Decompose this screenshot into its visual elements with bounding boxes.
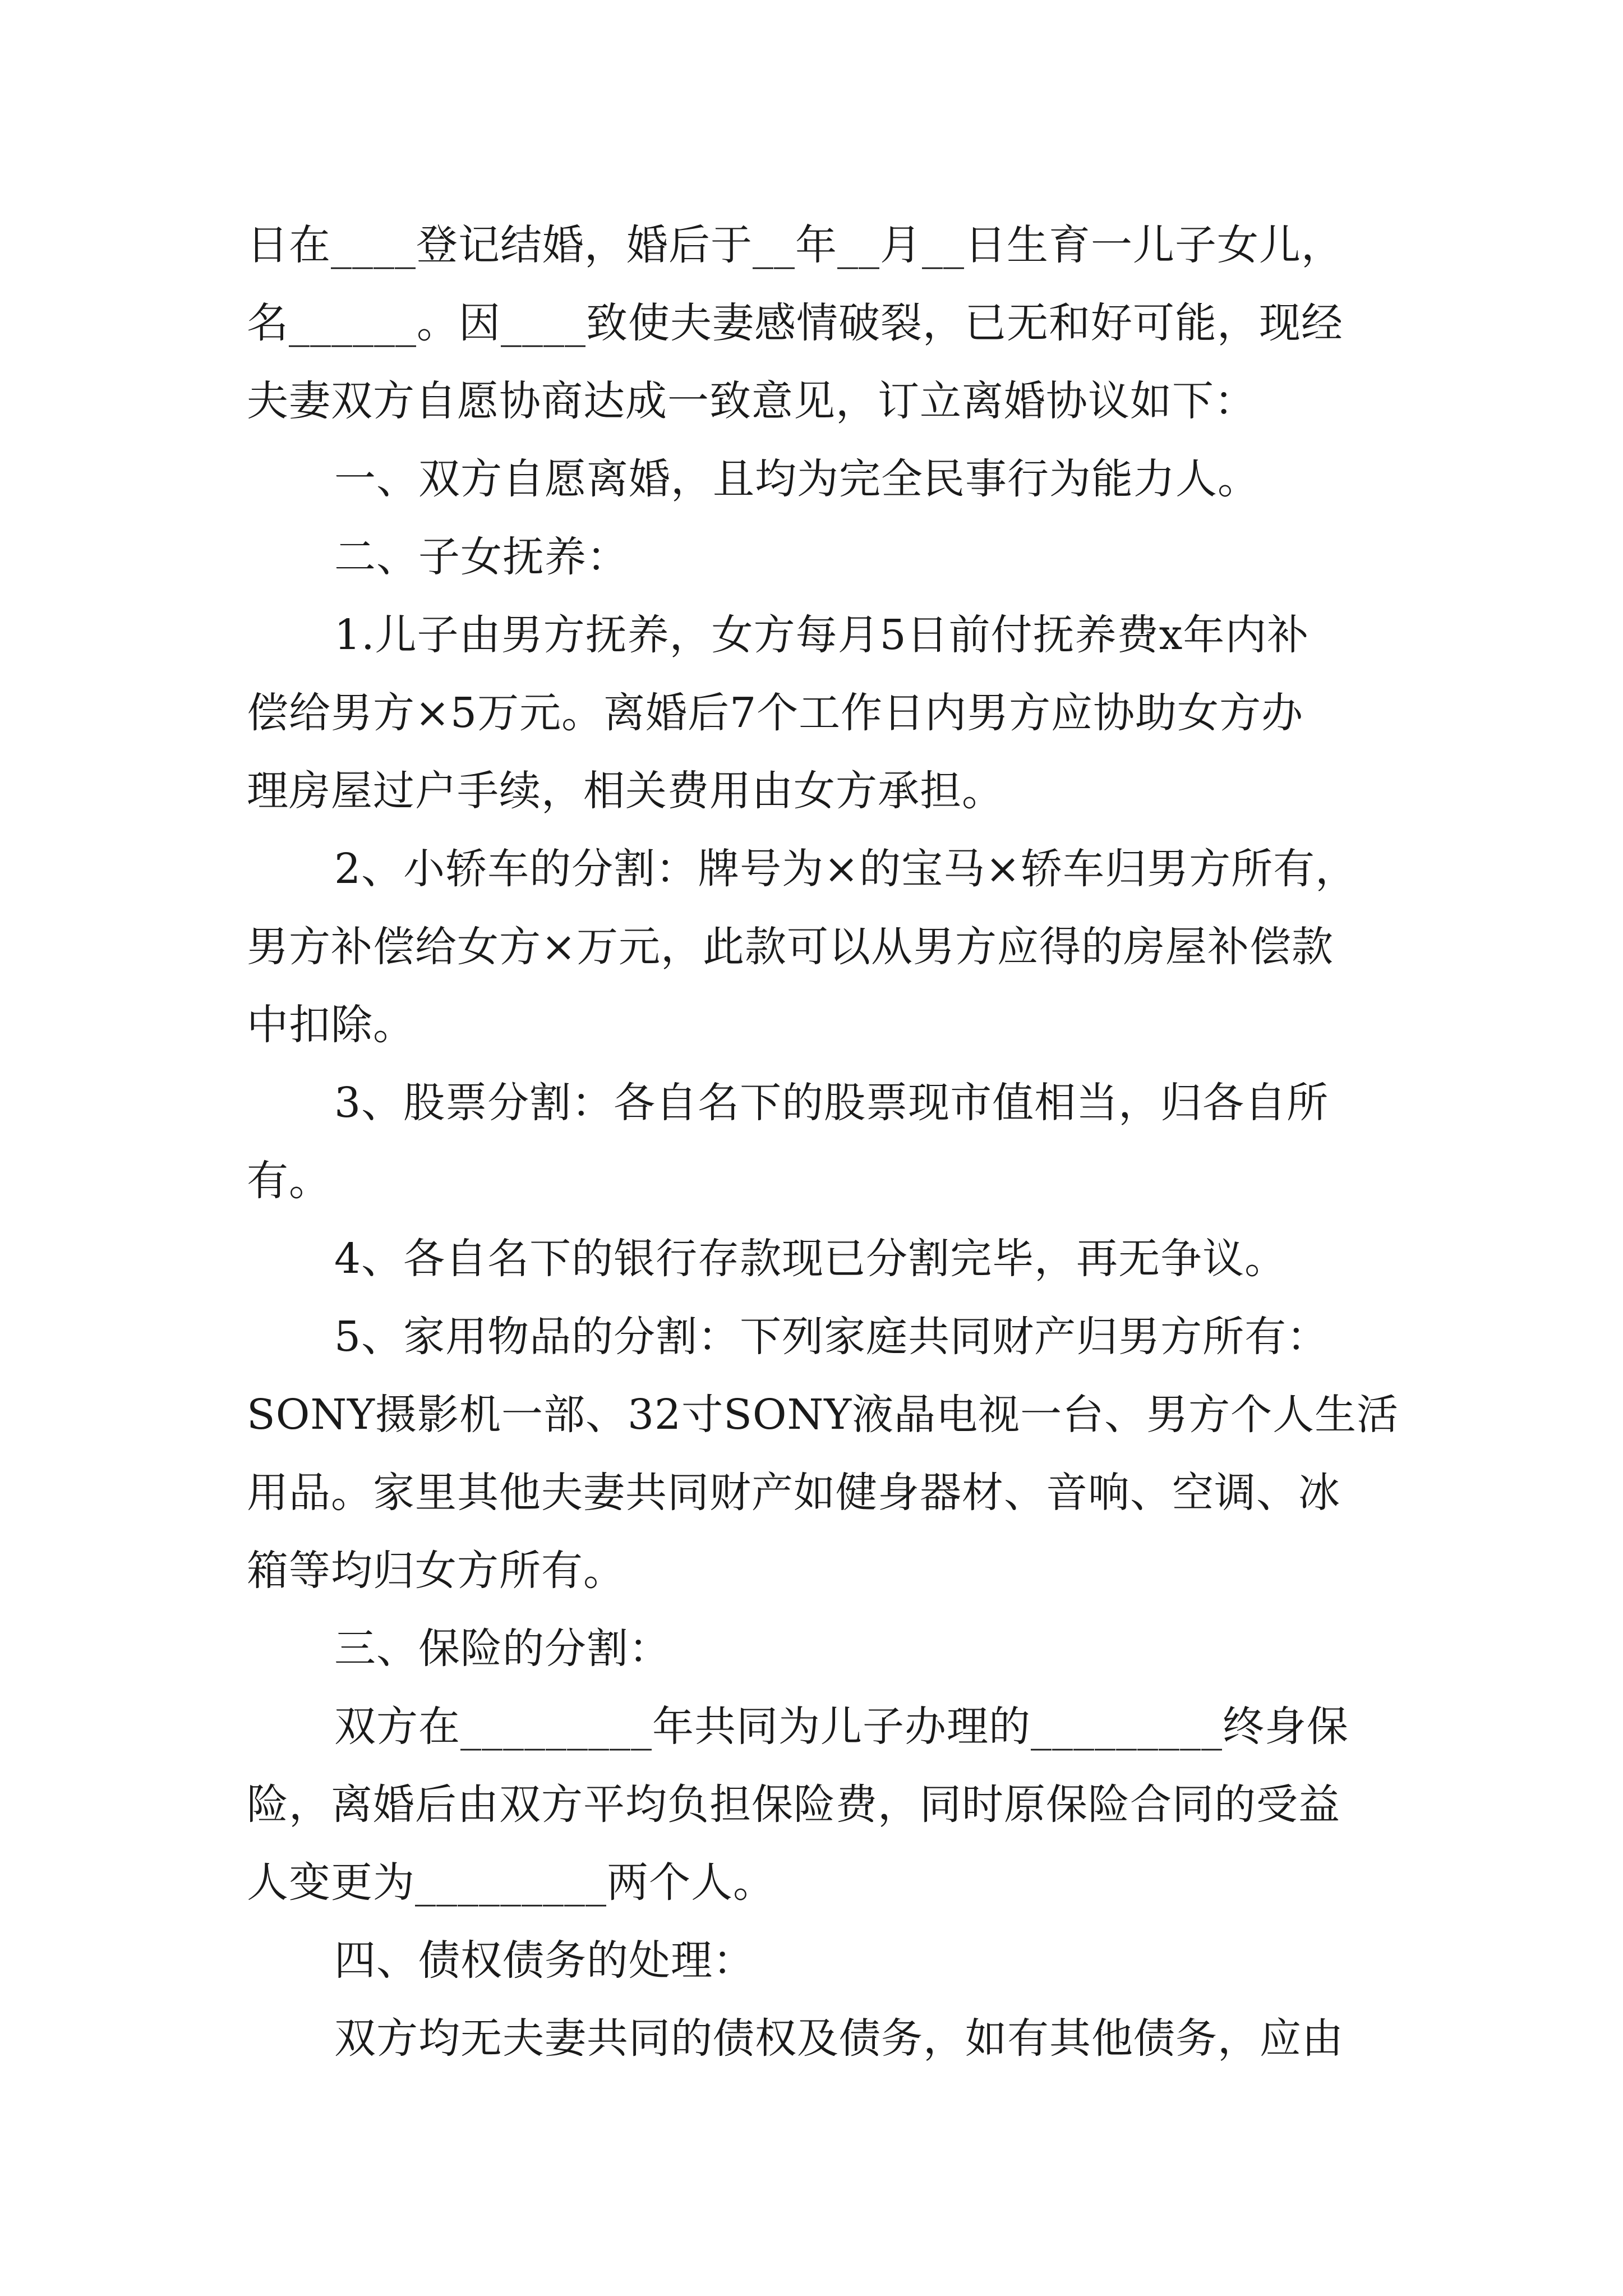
text-line: 人变更为_________两个人。 xyxy=(247,1858,775,1907)
clause-one: 一、双方自愿离婚，且均为完全民事行为能力人。 xyxy=(334,455,1260,503)
document-body xyxy=(247,206,1399,2078)
text-line: 险，离婚后由双方平均负担保险费，同时原保险合同的受益 xyxy=(247,1780,1340,1829)
text-line: 用品。家里其他夫妻共同财产如健身器材、音响、空调、冰 xyxy=(247,1469,1340,1517)
text-line: SONY摄影机一部、32寸SONY液晶电视一台、男方个人生活 xyxy=(247,1391,1399,1439)
text-line: 夫妻双方自愿协商达成一致意见，订立离婚协议如下： xyxy=(247,377,1256,425)
text-line: 2、小轿车的分割：牌号为×的宝马×轿车归男方所有， xyxy=(334,845,1358,893)
text-line: 4、各自名下的银行存款现已分割完毕，再无争议。 xyxy=(334,1235,1287,1283)
text-line: 男方补偿给女方×万元，此款可以从男方应得的房屋补偿款 xyxy=(247,923,1334,971)
text-line: 名______。因____致使夫妻感情破裂，已无和好可能，现经 xyxy=(247,299,1343,347)
text-line: 有。 xyxy=(247,1157,331,1205)
text-line: 1.儿子由男方抚养，女方每月5日前付抚养费x年内补 xyxy=(334,611,1310,659)
section-heading-insurance: 三、保险的分割： xyxy=(334,1625,671,1673)
text-line: 双方均无夫妻共同的债权及债务，如有其他债务，应由 xyxy=(334,2014,1344,2063)
text-line: 3、股票分割：各自名下的股票现市值相当，归各自所 xyxy=(334,1079,1329,1127)
section-heading-debts: 四、债权债务的处理： xyxy=(334,1936,755,1985)
text-line: 双方在_________年共同为儿子办理的_________终身保 xyxy=(334,1703,1349,1751)
text-line: 日在____登记结婚，婚后于__年__月__日生育一儿子女儿， xyxy=(247,221,1343,269)
text-line: 偿给男方×5万元。离婚后7个工作日内男方应协助女方办 xyxy=(247,689,1304,737)
text-line: 5、家用物品的分割：下列家庭共同财产归男方所有： xyxy=(334,1313,1329,1361)
text-line: 理房屋过户手续，相关费用由女方承担。 xyxy=(247,767,1004,815)
section-heading-child-custody: 二、子女抚养： xyxy=(334,533,629,581)
text-line: 中扣除。 xyxy=(247,1001,415,1049)
text-line: 箱等均归女方所有。 xyxy=(247,1547,625,1595)
